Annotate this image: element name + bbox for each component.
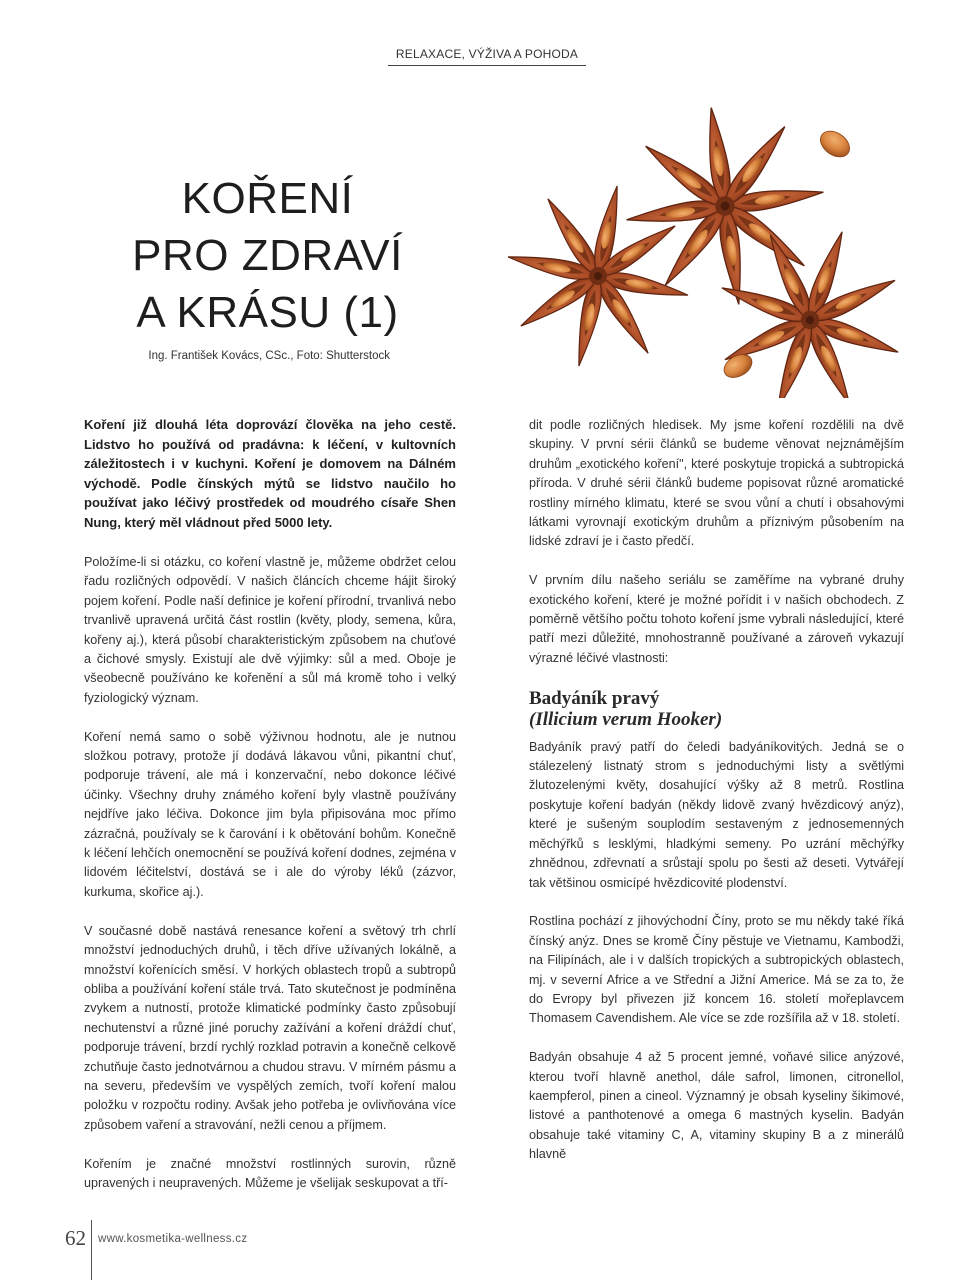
paragraph: V prvním dílu našeho seriálu se zaměříme na vybrané druhy exotického koření, které je možné pořídit i v našich obchodech. Z poměrně většího počtu tohoto koření jsme vybrali následující, které patří mezi důležité, mnohostranně používané a zároveň vykazují výrazné léčivé vlastnosti: xyxy=(529,573,904,665)
paragraph: dit podle rozličných hledisek. My jsme koření rozdělili na dvě skupiny. V první sérii článků se budeme věnovat nejznámějším druhům „exotického koření", které poskytuje tropická a subtropická příroda. V druhé sérii článků budeme popisovat různé aromatické rostliny mírného klimatu, které se svou vůní a chutí i obsahovými látkami vyrovnají exotickým druhům a příznivým působením na lidské zdraví je i často předčí. xyxy=(529,418,904,549)
footer-divider xyxy=(91,1220,92,1280)
title-line-1: KOŘENÍ xyxy=(181,174,354,223)
star-anise-photo xyxy=(470,88,965,398)
article-credits: Ing. František Kovács, CSc., Foto: Shutterstock xyxy=(148,350,390,362)
page-footer xyxy=(0,1220,400,1280)
paragraph: Rostlina pochází z jihovýchodní Číny, proto se mu někdy také říká čínský anýz. Dnes se kromě Číny pěstuje ve Vietnamu, Kambodži, na Filipínách, ale i v dalších tropických a subtropických oblastech, mj. v severní Africe a ve Střední a Jižní Americe. Má se za to, že do Evropy byl přivezen již koncem 16. století mořeplavcem Thomasem Cavendishem. Ale více se zde rozšířila až v 18. století. xyxy=(529,914,904,1026)
loose-seed-1 xyxy=(816,126,855,162)
title-line-2: PRO ZDRAVÍ xyxy=(132,231,403,280)
section-label: RELAXACE, VÝŽIVA A POHODA xyxy=(388,47,586,66)
section-subtitle: (Illicium verum Hooker) xyxy=(529,708,723,730)
section-heading xyxy=(529,688,904,730)
paragraph: Kořením je značné množství rostlinných surovin, různě upravených i neupravených. Můžeme je všelijak seskupovat a tří- xyxy=(84,1156,456,1190)
page-number: 62 xyxy=(65,1226,86,1250)
paragraph: Badyán obsahuje 4 až 5 procent jemné, voňavé silice anýzové, kterou tvoří hlavně anethol, dále safrol, limonen, citronellol, kaempferol, pinen a cineol. Významný je obsah kyseliny šikimové, listové a panthotenové a omega 6 mastných kyselin. Badyán obsahuje také vitaminy C, A, vitaminy skupiny B a z minerálů hlavně xyxy=(529,1050,904,1162)
article-title xyxy=(110,170,425,341)
paragraph: Položíme-li si otázku, co koření vlastně je, můžeme obdržet celou řadu rozličných odpovědí. V našich článcích chceme hájit široký pojem koření. Podle naší definice je koření přírodní, trvanlivá nebo trvanlivě upravená určitá část rostlin (květy, plody, semena, kůra, kořeny aj.), která působí charakteristickým způsobem na chuťové a čichové smysly. Existují ale dvě výjimky: sůl a med. Oboje je všeobecně používáno ke kořenění a sůl má kromě toho i velký fyziologický význam. xyxy=(84,555,456,705)
title-line-3: A KRÁSU (1) xyxy=(136,288,399,337)
paragraph: Badyáník pravý patří do čeledi badyáníkovitých. Jedná se o stálezelený listnatý strom s jednoduchými listy a světlými žlutozelenými květy, dosahující výšky až 8 metrů. Rostlina poskytuje koření badyán (někdy lidově zvaný hvězdicový anýz), které je sušeným souplodím sestaveným z jednosemenných měchýřků s lesklými, hladkými semeny. Po uzrání měchýřky zhnědnou, zdřevnatí a srůstají spolu po šesti až deseti. Vytvářejí tak většinou osmicípé hvězdicovité plodenství. xyxy=(529,739,904,890)
article-column-left xyxy=(84,415,456,1213)
website-url: www.kosmetika-wellness.cz xyxy=(98,1233,248,1245)
section-title: Badyáník pravý xyxy=(529,687,660,709)
article-lead: Koření již dlouhá léta doprovází člověka na jeho cestě. Lidstvo ho používá od pradávna: k léčení, v kultovních záležitostech i v kuchyni. Koření je domovem na Dálném východě. Podle čínských mýtů se lidstvo naučilo ho používat jako léčivý prostředek od moudrého císaře Shen Nung, který měl vládnout před 5000 lety. xyxy=(84,417,456,530)
article-column-right xyxy=(529,416,904,1184)
paragraph: V současné době nastává renesance koření a světový trh chrlí množství jednoduchých druhů, i těch dříve užívaných lokálně, a množství kořenících směsí. V horkých oblastech tropů a subtropů obliba a používání koření stále trvá. Tato skutečnost je podmíněna zvykem a nutností, protože klimatické podmínky často způsobují nechutenství a různé jiné poruchy zažívání a koření dráždí chuť, podporuje trávení, brzdí rychlý rozklad potravin a konečně celkově zchutňuje často jednotvárnou a chudou stravu. V mírném pásmu a na severu, především ve vyspělých zemích, tvoří koření malou položku v rozpočtu rodiny. Avšak jeho potřeba je ovlivňována více způsobem vaření a stravování, nežli cenou a příjmem. xyxy=(84,923,456,1132)
paragraph: Koření nemá samo o sobě výživnou hodnotu, ale je nutnou složkou potravy, protože jí dodává lákavou vůni, pikantní chuť, podporuje trávení, ale má i konzervační, nebo dokonce léčivé účinky. Všechny druhy známého koření byly vlastně používány nejdříve jako léčiva. Dokonce jim byla připisována moc přímo zázračná, používaly se k čarování i k obětování bohům. Konečně k léčení lehčích onemocnění se používá koření dodnes, zejména v lidovém léčitelství, dostává se i ale do výroby léků (zázvor, kurkuma, skořice aj.). xyxy=(84,729,456,899)
